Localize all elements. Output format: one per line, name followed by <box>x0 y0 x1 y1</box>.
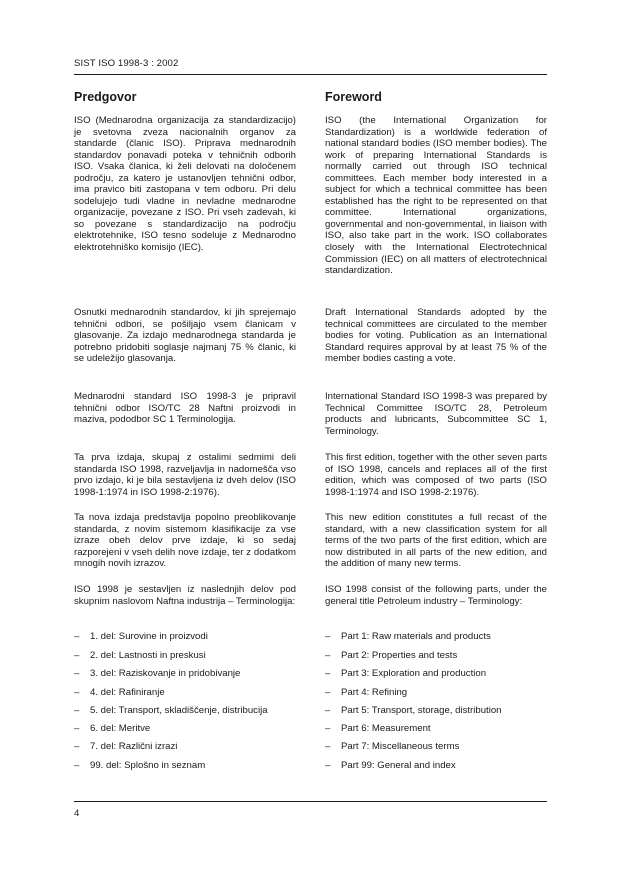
right-paragraph-2: Draft International Standards adopted by the technical committees are circulated to the member bodies for voting. Publication as an International Standard requires approval by at least 75 % of the member bodies casting a vote. <box>325 307 547 365</box>
right-paragraph-3: International Standard ISO 1998-3 was prepared by Technical Committee ISO/TC 28, Petroleum products and lubricants, Subcommittee SC 1, Terminology. <box>325 391 547 437</box>
left-paragraph-1: ISO (Mednarodna organizacija za standardizacijo) je svetovna zveza nacionalnih organov za standarde (članic ISO). Priprava mednarodnih standardov ponavadi poteka v tehničnih odborih ISO. Vsaka članica, ki želi delovati na določenem področju, za katero je ustanovljen tehnični odbor, ima pravico biti zastopana v tem odboru. Pri delu sodelujejo tudi vladne in nevladne mednarodne organizacije, povezane z ISO. Pri vseh zadevah, ki so povezane s standardizacijo na področju elektrotehnike, ISO tesno sodeluje z Mednarodno elektrotehniško komisijo (IEC). <box>74 115 296 254</box>
left-paragraph-5: Ta nova izdaja predstavlja popolno preoblikovanje standarda, z novim sistemom klasifikacije za vse izraze obeh delov prve izdaje, ki so sedaj razporejeni v vseh delih nove izdaje, ter z dodatkom mnogih novih izrazov. <box>74 512 296 570</box>
footer-rule <box>74 801 547 802</box>
left-paragraph-4: Ta prva izdaja, skupaj z ostalimi sedmimi deli standarda ISO 1998, razveljavlja in nadomešča vso prvo izdajo, ki je bila sestavljena iz dveh delov (ISO 1998-1:1974 in ISO 1998-2:1976). <box>74 452 296 498</box>
foreword-heading: Foreword <box>325 90 382 104</box>
left-paragraph-2: Osnutki mednarodnih standardov, ki jih sprejemajo tehnični odbori, se pošiljajo vsem članicam v glasovanje. Za izdajo mednarodnega standarda je potrebno pridobiti soglasje najmanj 75 % članic, ki se udeležijo glasovanja. <box>74 307 296 365</box>
left-paragraph-6: ISO 1998 je sestavljen iz naslednjih delov pod skupnim naslovom Naftna industrija – Terminologija: <box>74 584 296 607</box>
right-paragraph-6: ISO 1998 consist of the following parts, under the general title Petroleum industry – Terminology: <box>325 584 547 607</box>
header-rule <box>74 74 547 75</box>
predgovor-heading: Predgovor <box>74 90 137 104</box>
page-number: 4 <box>74 808 80 819</box>
right-paragraph-1: ISO (the International Organization for Standardization) is a worldwide federation of national standard bodies (ISO member bodies). The work of preparing International Standards is normally carried out through ISO technical committees. Each member body interested in a subject for which a technical committee has been established has the right to be represented on that committee. International organizations, governmental and non-governmental, in liaison with ISO, also take part in the work. ISO collaborates closely with the International Electrotechnical Commission (IEC) on all matters of electrotechnical standardization. <box>325 115 547 277</box>
right-paragraph-5: This new edition constitutes a full recast of the standard, with a new classification system for all terms of the two parts of the first edition, which are now distributed in all parts of the new edition, and the addition of many new terms. <box>325 512 547 570</box>
left-paragraph-3: Mednarodni standard ISO 1998-3 je pripravil tehnični odbor ISO/TC 28 Naftni proizvodi in maziva, pododbor SC 1 Terminologija. <box>74 391 296 426</box>
right-paragraph-4: This first edition, together with the other seven parts of ISO 1998, cancels and replaces all of the first edition, which was composed of two parts (ISO 1998-1:1974 and ISO 1998-2:1976). <box>325 452 547 498</box>
document-header-title: SIST ISO 1998-3 : 2002 <box>74 58 179 69</box>
